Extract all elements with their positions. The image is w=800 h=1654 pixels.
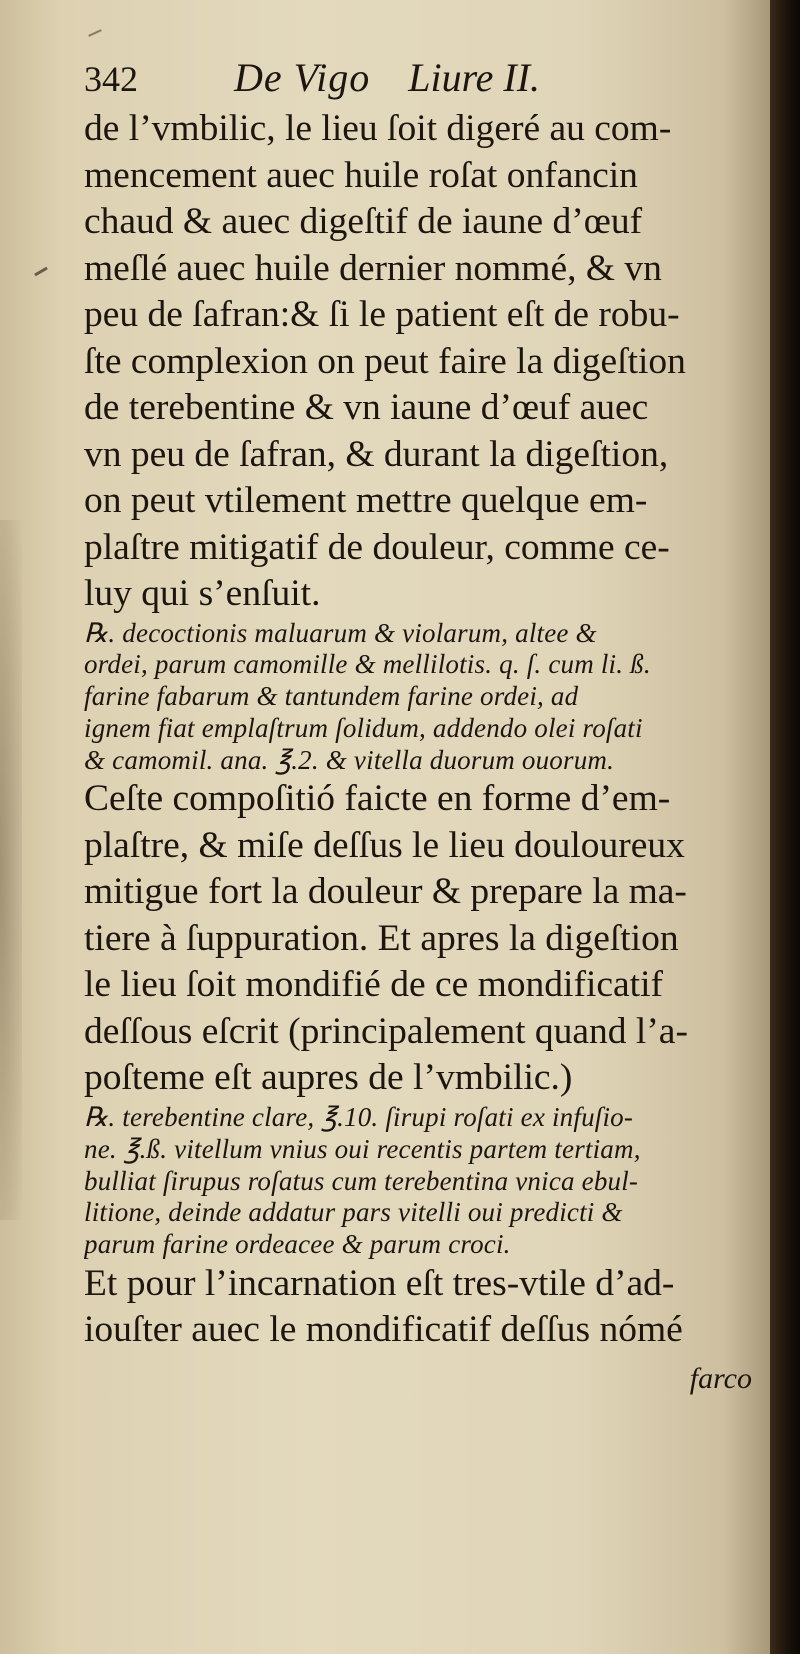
text-line: luy qui s’enſuit. bbox=[84, 573, 321, 614]
text-line: plaſtre mitigatif de douleur, comme ce- bbox=[84, 526, 670, 568]
recipe-line: ignem fiat emplaſtrum ſolidum, addendo olei roſati bbox=[84, 712, 643, 743]
page-number: 342 bbox=[84, 59, 138, 99]
text-line: de l’vmbilic, le lieu ſoit digeré au com- bbox=[84, 108, 672, 149]
body-text bbox=[84, 106, 752, 1354]
text-line: poſteme eſt aupres de l’vmbilic.) bbox=[84, 1057, 573, 1099]
text-line: mencement auec huile roſat onfancin bbox=[84, 154, 638, 196]
page-shadow bbox=[0, 520, 22, 1220]
recipe-line: parum farine ordeacee & parum croci. bbox=[84, 1229, 511, 1260]
text-line: chaud & auec digeſtif de iaune d’œuf bbox=[84, 201, 643, 242]
recipe-line: & camomil. ana. ℥.2. & vitella duorum ouorum. bbox=[84, 744, 615, 775]
recipe-line: bulliat ſirupus roſatus cum terebentina vnica ebul- bbox=[84, 1165, 639, 1196]
recipe-line: farine fabarum & tantundem farine ordei, ad bbox=[84, 681, 579, 712]
recipe-line: litione, deinde addatur pars vitelli oui predicti & bbox=[84, 1197, 623, 1228]
text-line: de terebentine & vn iaune d’œuf auec bbox=[84, 387, 649, 428]
recipe-line: ne. ℥.ß. vitellum vnius oui recentis partem tertiam, bbox=[84, 1133, 641, 1164]
text-line: on peut vtilement mettre quelque em- bbox=[84, 480, 648, 521]
text-line: iouſter auec le mondificatif deſſus nómé bbox=[84, 1309, 683, 1351]
text-line: Et pour l’incarnation eſt tres-vtile d’ad- bbox=[84, 1262, 675, 1304]
text-line: vn peu de ſafran, & durant la digeſtion, bbox=[84, 433, 669, 475]
catchword bbox=[84, 1354, 752, 1401]
book-number: Liure II. bbox=[408, 55, 541, 100]
text-line: mitigue fort la douleur & prepare la ma- bbox=[84, 871, 687, 913]
margin-tick-mark bbox=[34, 267, 48, 277]
running-head bbox=[84, 50, 752, 106]
text-line: Ceſte compoſitió faicte en forme d’em- bbox=[84, 778, 671, 820]
text-block bbox=[84, 50, 752, 1400]
text-line: plaſtre, & miſe deſſus le lieu douloureux bbox=[84, 824, 685, 866]
recipe-line: ℞. decoctionis maluarum & violarum, altee & bbox=[84, 617, 597, 648]
text-line: ſte complexion on peut faire la digeſtion bbox=[84, 340, 686, 382]
recipe-line: ordei, parum camomille & mellilotis. q. ſ. cum li. ß. bbox=[84, 649, 651, 680]
book-spine bbox=[770, 0, 800, 1654]
text-line: le lieu ſoit mondifié de ce mondificatif bbox=[84, 964, 663, 1006]
text-line: deſſous eſcrit (principalement quand l’a- bbox=[84, 1010, 688, 1052]
text-line: tiere à ſuppuration. Et apres la digeſtion bbox=[84, 917, 679, 959]
running-title: De Vigo bbox=[234, 55, 371, 100]
text-line: meſlé auec huile dernier nommé, & vn bbox=[84, 247, 662, 289]
text-line: peu de ſafran:& ſi le patient eſt de robu- bbox=[84, 294, 680, 335]
catchword-text: farco bbox=[689, 1361, 752, 1395]
recipe-line: ℞. terebentine clare, ℥.10. ſirupi roſati ex infuſio- bbox=[84, 1101, 634, 1132]
ink-mark bbox=[88, 29, 102, 37]
